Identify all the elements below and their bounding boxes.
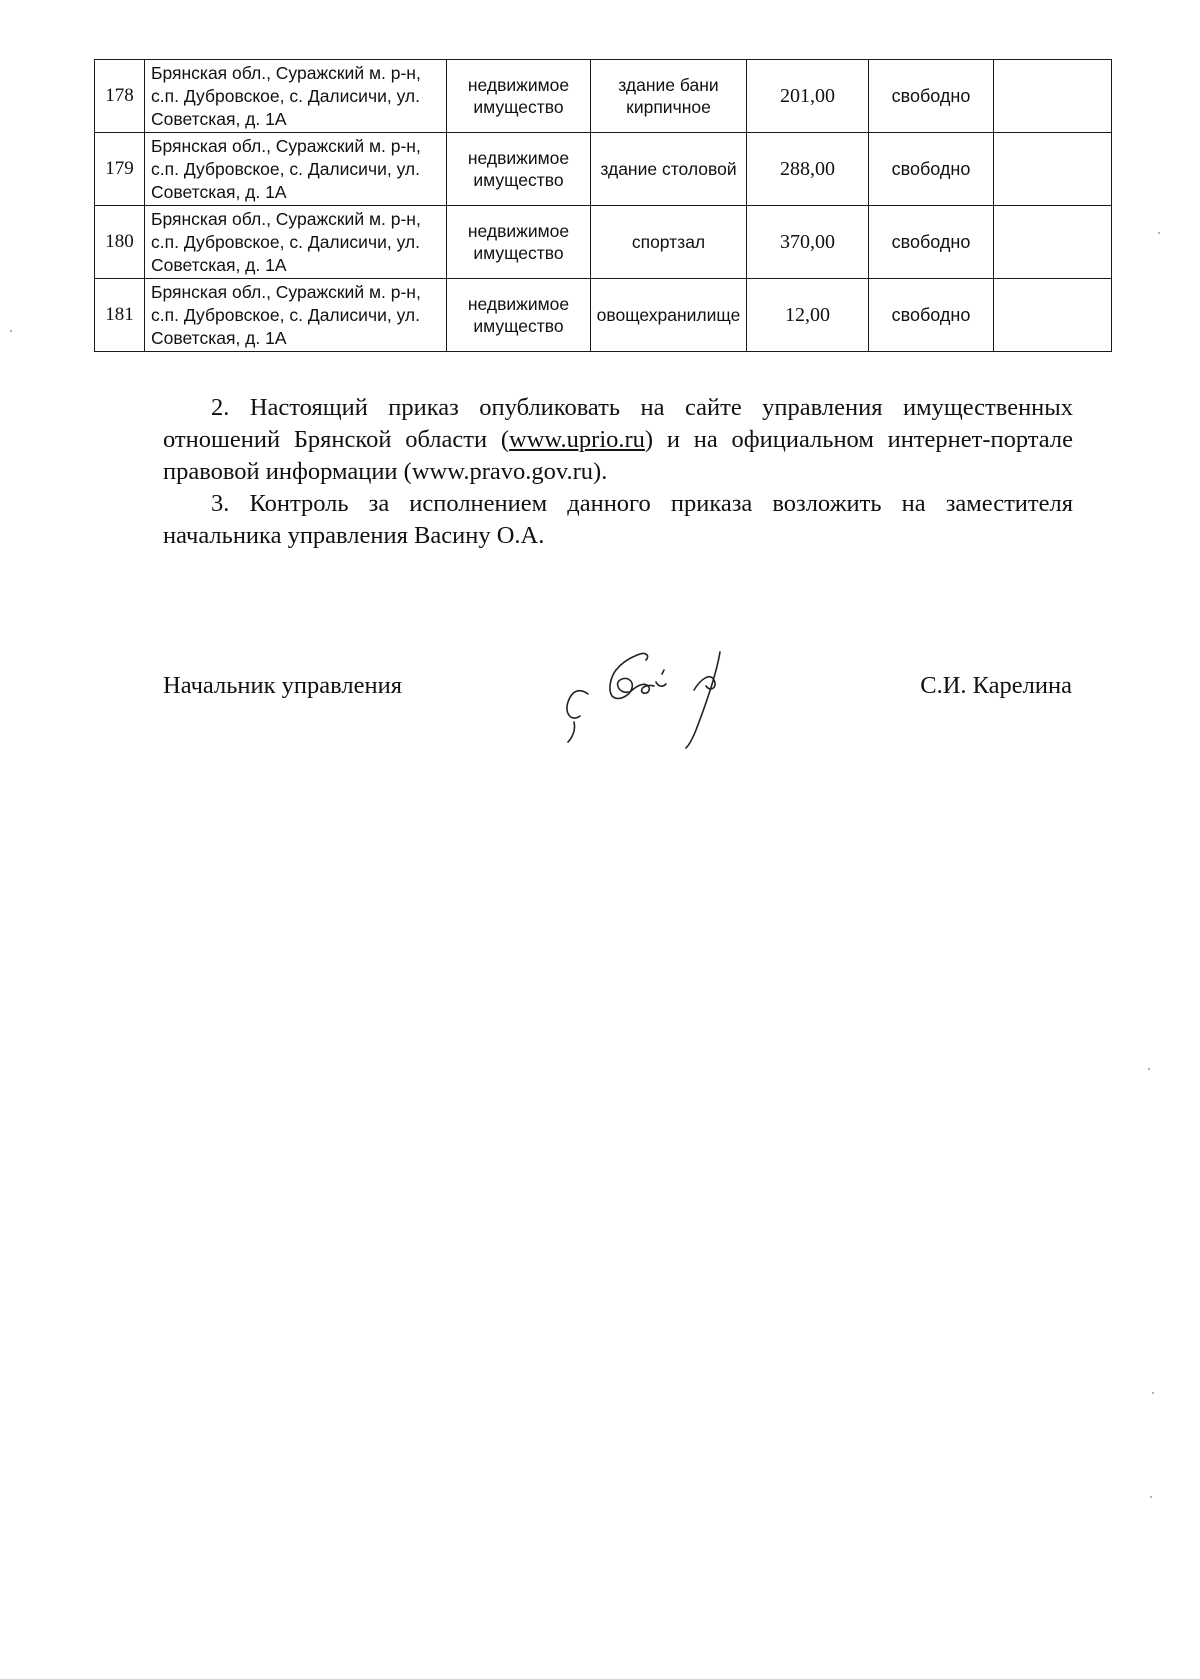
property-table — [94, 59, 1112, 352]
row-note — [994, 133, 1112, 206]
paragraph-publication — [163, 392, 1073, 488]
row-property-type: недвижимое имущество — [447, 206, 591, 279]
row-note — [994, 60, 1112, 133]
table-row — [95, 133, 1112, 206]
scan-speck — [10, 330, 12, 332]
scan-speck — [1158, 232, 1160, 234]
signatory-name: С.И. Карелина — [920, 672, 1072, 699]
table-row — [95, 279, 1112, 352]
row-number: 181 — [95, 279, 145, 352]
row-property-name: спортзал — [591, 206, 747, 279]
row-property-name: овощехранилище — [591, 279, 747, 352]
paragraph-publication-text-end: ) и на официальном интернет-портале правовой информации (www.pravo.gov.ru). — [163, 426, 1074, 485]
scan-speck — [1152, 1392, 1154, 1394]
uprio-link[interactable]: www.uprio.ru — [509, 426, 645, 453]
row-number: 179 — [95, 133, 145, 206]
row-address: Брянская обл., Суражский м. р-н, с.п. Дубровское, с. Далисичи, ул. Советская, д. 1А — [145, 279, 447, 352]
paragraph-control — [163, 488, 1073, 552]
row-status: свободно — [869, 279, 994, 352]
row-note — [994, 279, 1112, 352]
table-row — [95, 60, 1112, 133]
row-note — [994, 206, 1112, 279]
row-status: свободно — [869, 60, 994, 133]
row-property-type: недвижимое имущество — [447, 279, 591, 352]
row-area: 12,00 — [747, 279, 869, 352]
row-property-name: здание бани кирпичное — [591, 60, 747, 133]
scan-speck — [1148, 1068, 1150, 1070]
row-number: 178 — [95, 60, 145, 133]
row-status: свободно — [869, 133, 994, 206]
table-row — [95, 206, 1112, 279]
row-address: Брянская обл., Суражский м. р-н, с.п. Дубровское, с. Далисичи, ул. Советская, д. 1А — [145, 133, 447, 206]
paragraph-control-text: 3. Контроль за исполнением данного приказа возложить на заместителя начальника управления Васину О.А. — [163, 490, 1073, 549]
row-property-type: недвижимое имущество — [447, 133, 591, 206]
handwritten-signature — [550, 630, 750, 750]
row-area: 201,00 — [747, 60, 869, 133]
row-number: 180 — [95, 206, 145, 279]
row-address: Брянская обл., Суражский м. р-н, с.п. Дубровское, с. Далисичи, ул. Советская, д. 1А — [145, 60, 447, 133]
row-address: Брянская обл., Суражский м. р-н, с.п. Дубровское, с. Далисичи, ул. Советская, д. 1А — [145, 206, 447, 279]
row-property-type: недвижимое имущество — [447, 60, 591, 133]
row-area: 288,00 — [747, 133, 869, 206]
paragraph-publication-text: 2. Настоящий приказ опубликовать на сайте управления имущественных отношений Брянской области ( — [163, 394, 1073, 453]
signatory-position: Начальник управления — [163, 672, 402, 699]
scan-speck — [1150, 1496, 1152, 1498]
row-status: свободно — [869, 206, 994, 279]
row-area: 370,00 — [747, 206, 869, 279]
row-property-name: здание столовой — [591, 133, 747, 206]
